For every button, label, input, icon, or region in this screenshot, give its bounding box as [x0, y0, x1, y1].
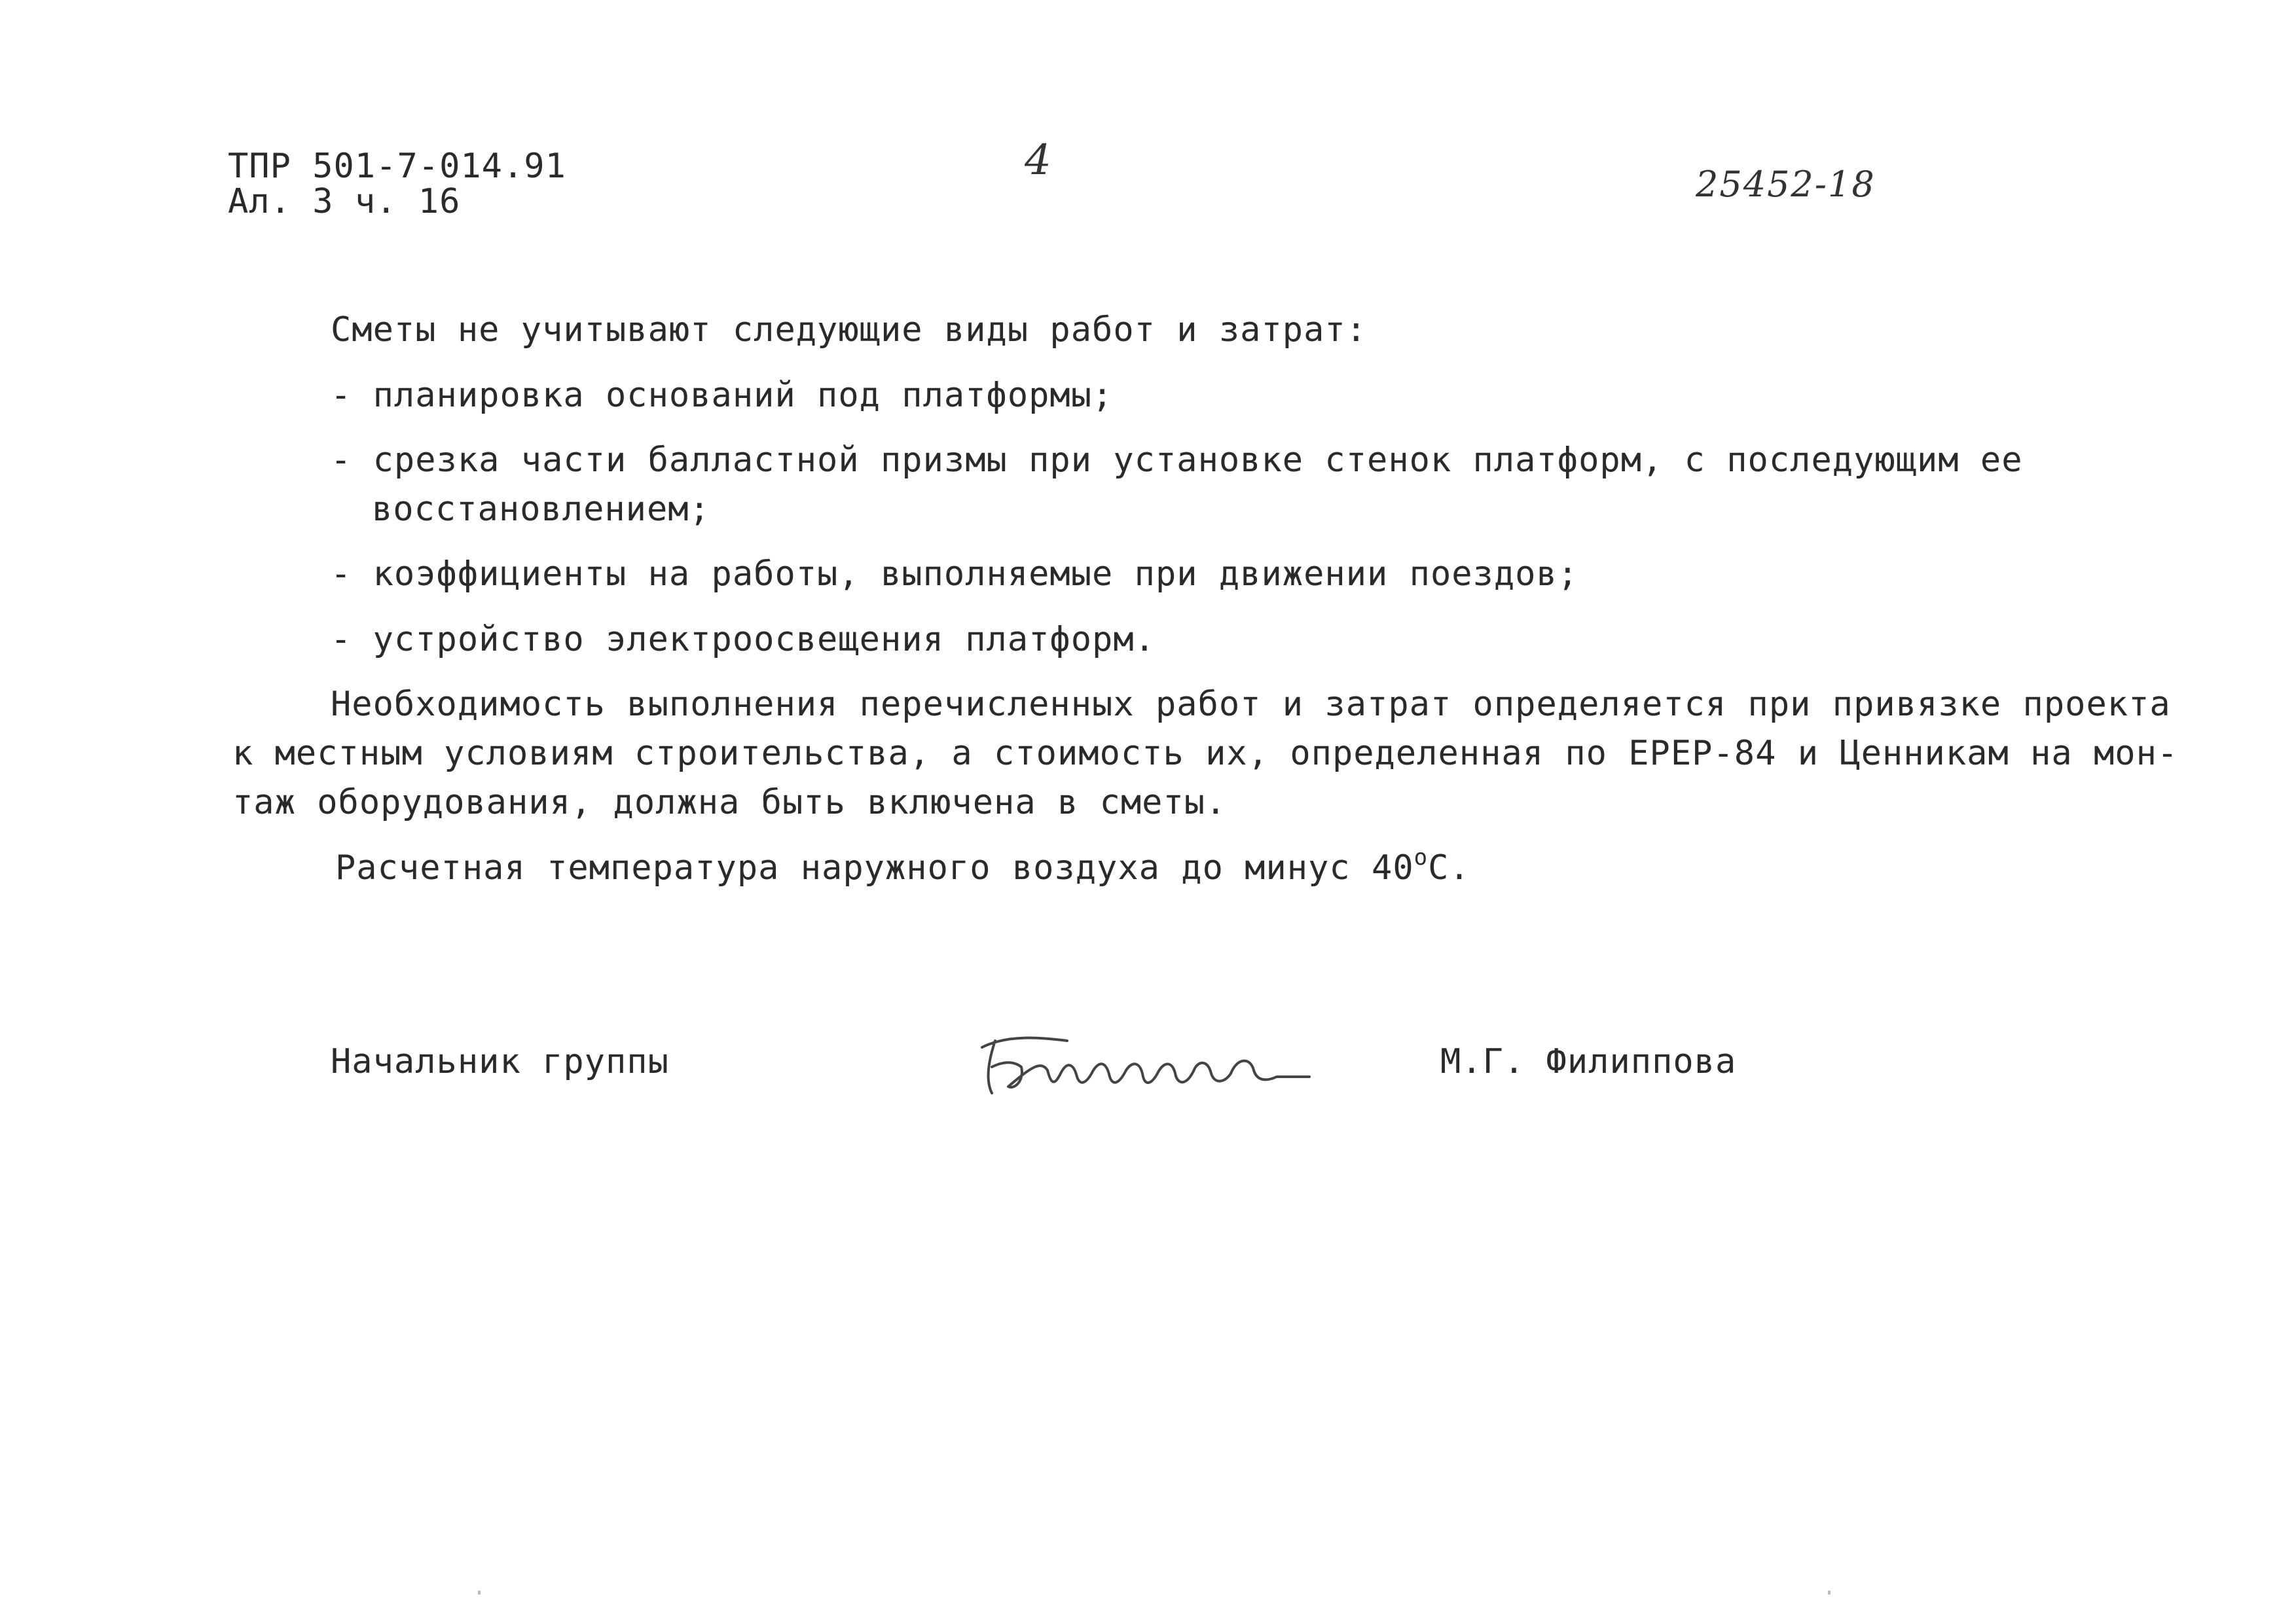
temperature-text: Расчетная температура наружного воздуха до минус 40 [335, 848, 1414, 888]
list-item: - планировка оснований под платформы; [331, 376, 1114, 415]
list-item-continuation: восстановлением; [372, 490, 710, 529]
scan-mark [1828, 1591, 1831, 1595]
document-code: ТПР 501-7-014.91 [228, 147, 566, 186]
scan-mark [478, 1591, 481, 1595]
signer-name: М.Г. Филиппова [1440, 1042, 1737, 1081]
paragraph-line: Необходимость выполнения перечисленных работ и затрат определяется при привязке проекта [331, 685, 2171, 724]
paragraph-line: к местным условиям строительства, а стоимость их, определенная по ЕРЕР-84 и Ценникам на мон- [232, 734, 2179, 773]
degree-sign: о [1413, 844, 1429, 871]
page-number: 4 [1025, 136, 1051, 185]
signer-title: Начальник группы [331, 1042, 669, 1081]
paragraph-line: таж оборудования, должна быть включена в сметы. [232, 783, 1227, 822]
intro-line: Сметы не учитывают следующие виды работ и затрат: [331, 310, 1368, 350]
handwritten-signature [969, 1021, 1322, 1106]
archive-number: 25452-18 [1696, 164, 1876, 205]
temperature-line [335, 844, 1470, 888]
sheet-reference: Ал. 3 ч. 16 [228, 182, 461, 221]
temperature-unit: С. [1428, 848, 1470, 888]
list-item: - устройство электроосвещения платформ. [331, 620, 1156, 659]
list-item: - срезка части балластной призмы при установке стенок платформ, с последующим ее [331, 441, 2023, 480]
list-item: - коэффициенты на работы, выполняемые при движении поездов; [331, 554, 1579, 594]
